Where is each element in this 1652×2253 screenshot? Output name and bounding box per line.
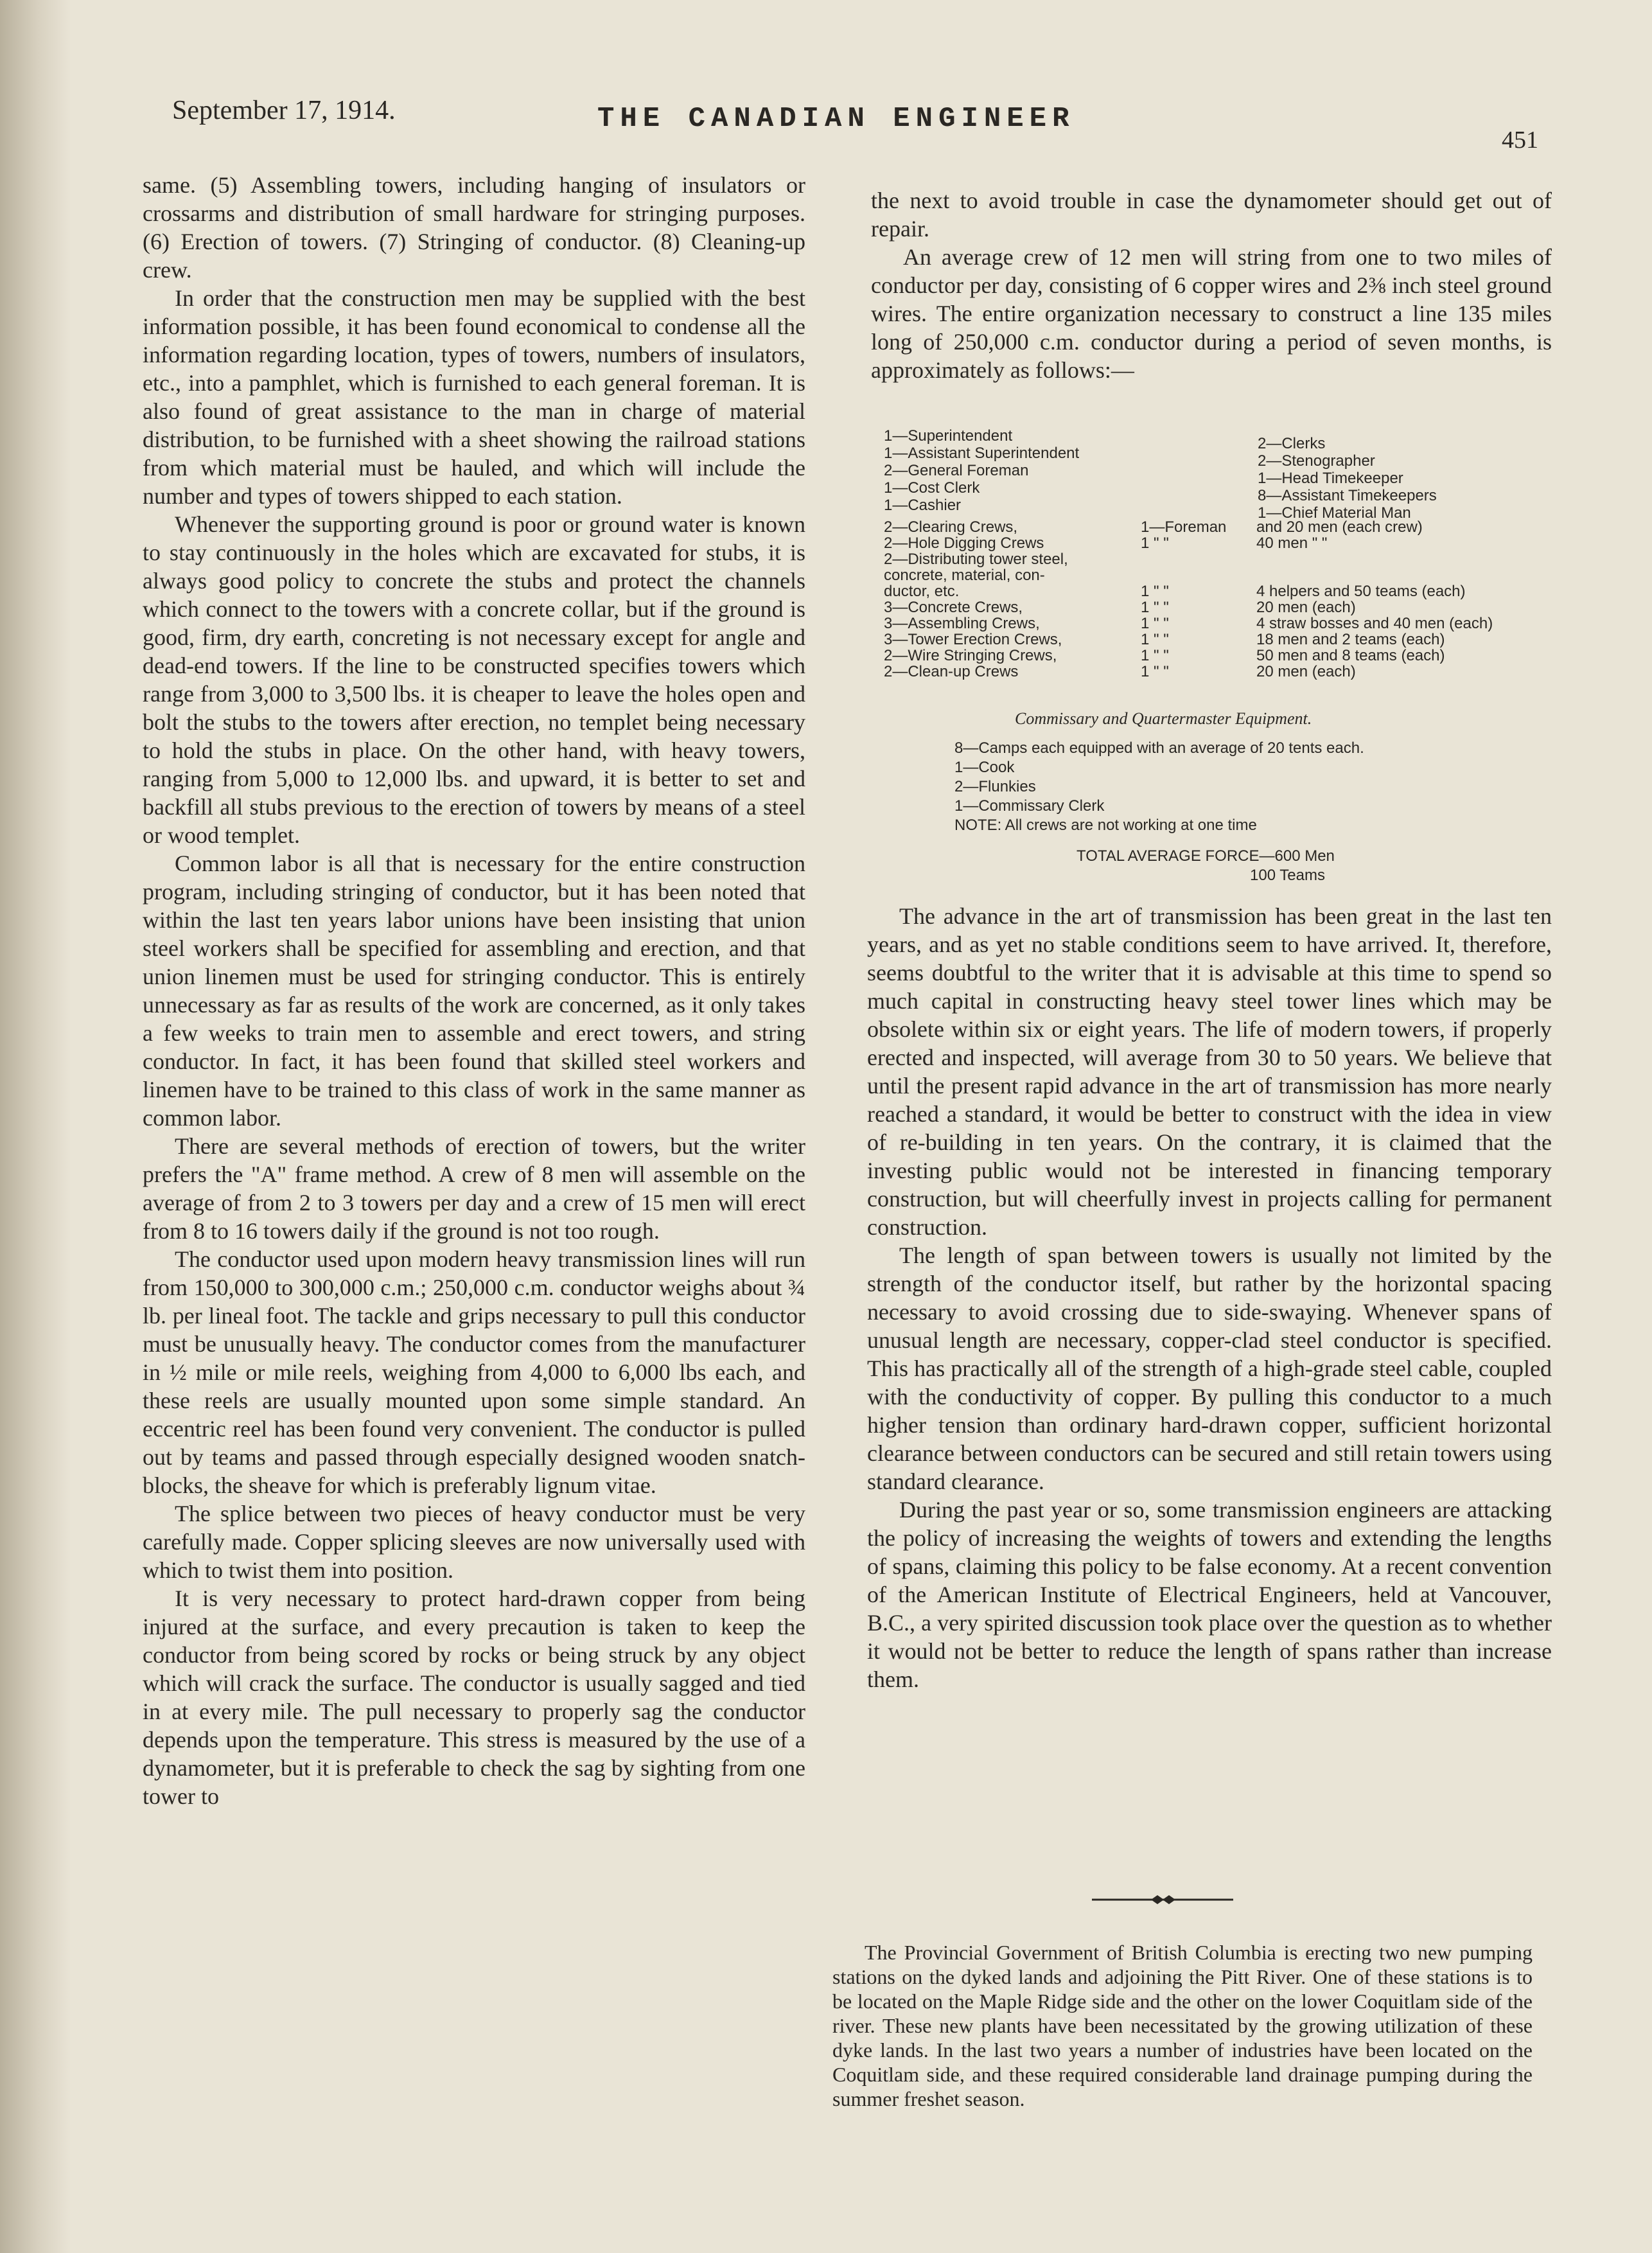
news-paragraph: The Provincial Government of British Columbia is erecting two new pumping stations on the dyked lands and adjoining the Pitt River. One of these stations is to be located on the Maple Ridge side and the other on the lower Coquitlam side of the river. These new plants have been necessitated by the growing utilization of these dyke lands. In the last two years a number of industries have been located on the Coquitlam side, and these required considerable land drainage pumping during the summer freshet season.	[832, 1941, 1533, 2110]
crew-name: 3—Assembling Crews,	[884, 615, 1040, 632]
paragraph: The length of span between towers is usually not limited by the strength of the conductor itself, but rather by the horizontal spacing necessary to avoid crossing due to side-swaying. Whenever spans of unusual length are necessary, copper-clad steel conductor is specified. This has practically all of the strength of a high-grade steel cable, coupled with the conductivity of copper. By pulling this conductor to a much higher tension than ordinary hard-drawn copper, sufficient horizontal clearance between conductors can be secured and still retain towers using standard clearance.	[867, 1242, 1552, 1494]
list-item: 1—Cook	[954, 759, 1015, 776]
page-number: 451	[1502, 127, 1538, 154]
crew-row	[884, 551, 1571, 567]
list-item: 1—Cashier	[884, 497, 962, 514]
crew-list	[884, 519, 1571, 680]
crew-detail: 40 men " "	[1256, 535, 1328, 552]
paragraph: Common labor is all that is necessary for the entire construction program, including stringing of conductor, but it has been noted that within the last ten years labor unions have been insisting that union steel workers shall be specified for assembling and erection, and that union linemen must be used for stringing conductor. This is entirely unnecessary as far as results of the work are concerned, as it only takes a few weeks to train men to assemble and erect towers, and string conductor. In fact, it has been found that skilled steel workers and linemen have to be trained to this class of work in the same manner as common labor.	[143, 851, 805, 1131]
list-item: 1—Head Timekeeper	[1258, 470, 1403, 487]
crew-row	[884, 519, 1571, 535]
crew-name: 2—Clearing Crews,	[884, 518, 1018, 536]
crew-foreman: 1 " "	[1141, 599, 1169, 616]
paragraph: An average crew of 12 men will string from one to two miles of conductor per day, consisting of 6 copper wires and 2⅜ inch steel ground wires. The entire organization necessary to construct a line 135 miles long of 250,000 c.m. conductor during a period of seven months, is approximately as follows:—	[871, 244, 1552, 383]
crew-row	[884, 648, 1571, 664]
issue-date: September 17, 1914.	[172, 96, 396, 125]
paragraph: It is very necessary to protect hard-drawn copper from being injured at the surface, and every precaution is taken to keep the conductor from being scored by rocks or being struck by any object which will crack the surface. The conductor is usually sagged and tied in at every mile. The pull necessary to properly sag the conductor depends upon the temperature. This stress is measured by the use of a dynamometer, but it is preferable to check the sag by sighting from one tower to	[143, 1586, 805, 1809]
total-force-teams: 100 Teams	[1250, 867, 1325, 884]
crew-name: 3—Tower Erection Crews,	[884, 631, 1062, 648]
crew-foreman: 1 " "	[1141, 631, 1169, 648]
list-item: 2—Flunkies	[954, 778, 1036, 795]
list-item: 8—Camps each equipped with an average of 20 tents each.	[954, 739, 1364, 757]
ornament-divider	[1092, 1890, 1233, 1909]
commissary-list	[954, 739, 1533, 835]
crew-row	[884, 632, 1571, 648]
list-item: 1—Chief Material Man	[1258, 504, 1411, 522]
commissary-title: Commissary and Quartermaster Equipment.	[1015, 709, 1312, 728]
crew-foreman: 1 " "	[1141, 663, 1169, 680]
list-item: 8—Assistant Timekeepers	[1258, 487, 1437, 504]
list-item: 1—Superintendent	[884, 427, 1013, 445]
crew-name: concrete, material, con-	[884, 567, 1045, 584]
crew-row	[884, 615, 1571, 632]
crew-row	[884, 664, 1571, 680]
crew-name: 2—Wire Stringing Crews,	[884, 647, 1057, 664]
staff-list-right	[1258, 435, 1553, 522]
right-column-top	[871, 186, 1552, 384]
crew-name: 2—Clean-up Crews	[884, 663, 1019, 680]
list-item: 2—Clerks	[1258, 435, 1326, 452]
crew-foreman: 1—Foreman	[1141, 518, 1227, 536]
crew-detail: 20 men (each)	[1256, 663, 1356, 680]
crew-foreman: 1 " "	[1141, 647, 1169, 664]
journal-title: THE CANADIAN ENGINEER	[597, 103, 1075, 135]
crew-foreman: 1 " "	[1141, 615, 1169, 632]
list-item: 2—Stenographer	[1258, 452, 1375, 470]
paragraph: Whenever the supporting ground is poor or ground water is known to stay continuously in the holes which are excavated for stubs, it is always good policy to concrete the stubs and protect the channels which connect to the towers with a concrete collar, but if the ground is good, firm, dry earth, concreting is not necessary except for angle and dead-end towers. If the line to be constructed specifies towers which range from 3,000 to 3,500 lbs. it is cheaper to leave the holes open and bolt the stubs to the towers after erection, no templet being necessary to hold the stubs in place. On the other hand, with heavy towers, ranging from 5,000 to 12,000 lbs. and upward, it is better to set and backfill all stubs previous to the erection of towers by means of a steel or wood templet.	[143, 511, 805, 848]
crew-row	[884, 535, 1571, 551]
crew-detail: 18 men and 2 teams (each)	[1256, 631, 1445, 648]
crew-foreman: 1 " "	[1141, 583, 1169, 600]
list-item: 1—Commissary Clerk	[954, 797, 1105, 815]
news-item	[832, 1940, 1533, 2111]
crew-row	[884, 599, 1571, 615]
crew-name: ductor, etc.	[884, 583, 960, 600]
list-item: 1—Cost Clerk	[884, 479, 980, 497]
paragraph: same. (5) Assembling towers, including hanging of insulators or crossarms and distribution of small hardware for stringing purposes. (6) Erection of towers. (7) Stringing of conductor. (8) Cleaning-up crew.	[143, 172, 805, 283]
paragraph: The conductor used upon modern heavy transmission lines will run from 150,000 to 300,000 c.m.; 250,000 c.m. conductor weighs about ¾ lb. per lineal foot. The tackle and grips necessary to pull this conductor must be unusually heavy. The conductor comes from the manufacturer in ½ mile or mile reels, weighing from 4,000 to 6,000 lbs each, and these reels are usually mounted upon some simple standard. An eccentric reel has been found very convenient. The conductor is pulled out by teams and passed through especially designed wooden snatch-blocks, the sheave for which is preferably lignum vitae.	[143, 1246, 805, 1498]
crew-name: 2—Distributing tower steel,	[884, 551, 1068, 568]
crew-detail: 4 helpers and 50 teams (each)	[1256, 583, 1466, 600]
crew-name: 3—Concrete Crews,	[884, 599, 1023, 616]
total-force	[1076, 847, 1335, 885]
list-item: 1—Assistant Superintendent	[884, 445, 1080, 462]
paragraph: The splice between two pieces of heavy conductor must be very carefully made. Copper splicing sleeves are now universally used with which to twist them into position.	[143, 1501, 805, 1583]
left-column	[143, 171, 805, 1810]
paragraph: During the past year or so, some transmission engineers are attacking the policy of increasing the weights of towers and extending the lengths of spans, claiming this policy to be false economy. At a recent convention of the American Institute of Electrical Engineers, held at Vancouver, B.C., a very spirited discussion took place over the question as to whether it would not be better to reduce the length of spans rather than increase them.	[867, 1497, 1552, 1692]
crew-detail: and 20 men (each crew)	[1256, 518, 1423, 536]
paragraph: In order that the construction men may be supplied with the best information possible, it has been found economical to condense all the information regarding location, types of towers, numbers of insulators, etc., into a pamphlet, which is furnished to each general foreman. It is also found of great assistance to the man in charge of material distribution, to be furnished with a sheet showing the railroad stations from which material must be hauled, and which will include the number and types of towers shipped to each station.	[143, 285, 805, 509]
paragraph: the next to avoid trouble in case the dynamometer should get out of repair.	[871, 188, 1552, 242]
crew-row	[884, 567, 1571, 583]
crew-foreman: 1 " "	[1141, 535, 1169, 552]
paragraph: The advance in the art of transmission has been great in the last ten years, and as yet no stable conditions seem to have arrived. It, therefore, seems doubtful to the writer that it is advisable at this time to spend so much capital in constructing heavy steel tower lines which may be obsolete within six or eight years. The life of modern towers, if properly erected and inspected, will average from 30 to 50 years. We believe that until the present rapid advance in the art of transmission has more nearly reached a standard, it would be better to construct with the idea in view of re-building in ten years. On the contrary, it is claimed that the investing public would not be interested in financing temporary construction, but will cheerfully invest in projects calling for permanent construction.	[867, 903, 1552, 1240]
right-column-bottom	[867, 902, 1552, 1693]
binding-gutter	[0, 0, 71, 2253]
paragraph: There are several methods of erection of towers, but the writer prefers the "A" frame method. A crew of 8 men will assemble on the average of from 2 to 3 towers per day and a crew of 15 men will erect from 8 to 16 towers daily if the ground is not too rough.	[143, 1133, 805, 1244]
list-item: NOTE: All crews are not working at one time	[954, 817, 1257, 834]
crew-name: 2—Hole Digging Crews	[884, 535, 1044, 552]
crew-detail: 50 men and 8 teams (each)	[1256, 647, 1445, 664]
list-item: 2—General Foreman	[884, 462, 1029, 479]
total-force-men: TOTAL AVERAGE FORCE—600 Men	[1076, 847, 1335, 865]
crew-row	[884, 583, 1571, 599]
crew-detail: 4 straw bosses and 40 men (each)	[1256, 615, 1493, 632]
crew-detail: 20 men (each)	[1256, 599, 1356, 616]
staff-list-left	[884, 427, 1243, 514]
